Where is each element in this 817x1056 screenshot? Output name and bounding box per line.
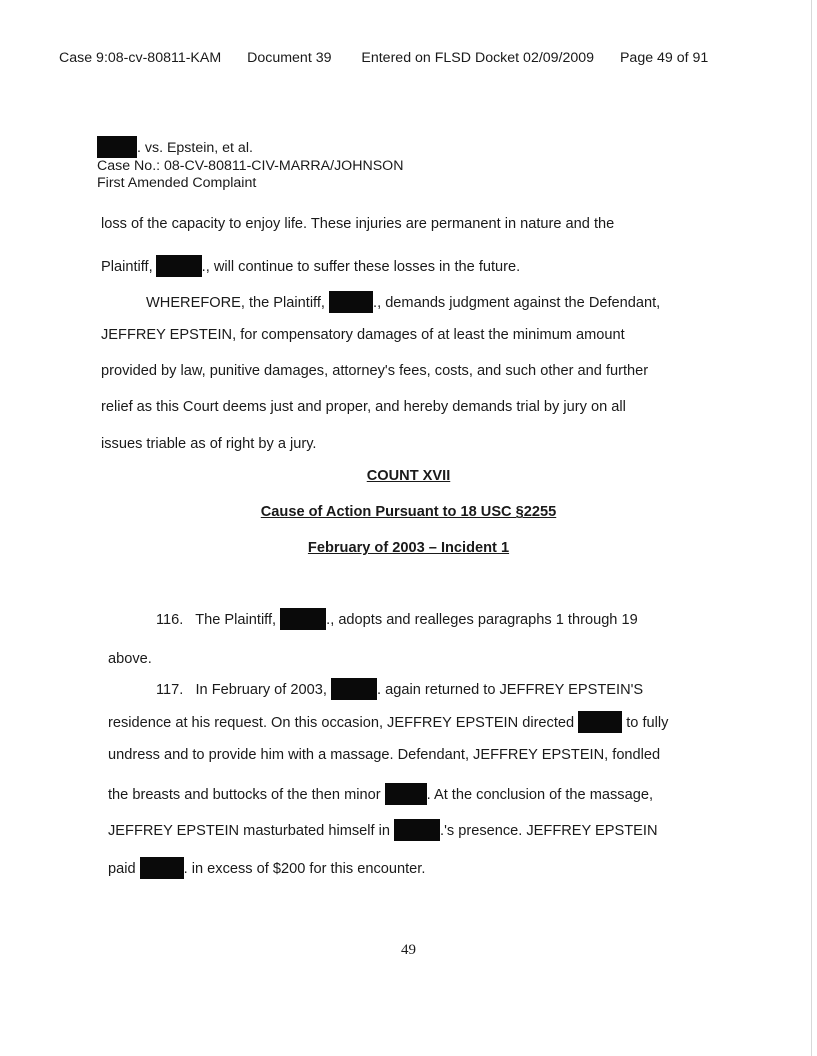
para-116-line-1: 116. The Plaintiff, ., adopts and realleges paragraphs 1 through 19 xyxy=(156,608,638,630)
body-line-1: loss of the capacity to enjoy life. These injuries are permanent in nature and the xyxy=(101,216,615,232)
redaction-box xyxy=(97,136,137,158)
caption-style: . vs. Epstein, et al. xyxy=(137,140,253,156)
page-number: 49 xyxy=(401,942,416,958)
body-line-4: JEFFREY EPSTEIN, for compensatory damages of at least the minimum amount xyxy=(101,327,625,343)
para-116-number: 116. xyxy=(156,612,184,628)
para-117-number: 117. xyxy=(156,682,184,698)
para-117-line-6: paid . in excess of $200 for this encounter. xyxy=(108,857,425,879)
header-case: Case 9:08-cv-80811-KAM xyxy=(59,50,222,66)
para-117-line-1: 117. In February of 2003, . again returned to JEFFREY EPSTEIN'S xyxy=(156,678,643,700)
caption-case-no: Case No.: 08-CV-80811-CIV-MARRA/JOHNSON xyxy=(97,158,404,174)
para-117-line-5: JEFFREY EPSTEIN masturbated himself in .'s presence. JEFFREY EPSTEIN xyxy=(108,819,658,841)
case-caption xyxy=(97,136,403,192)
heading-count: COUNT XVII xyxy=(366,468,451,484)
redaction-box xyxy=(140,857,184,879)
para-117-line-2: residence at his request. On this occasion, JEFFREY EPSTEIN directed to fully xyxy=(108,711,668,733)
body-line-6: relief as this Court deems just and proper, and hereby demands trial by jury on all xyxy=(101,399,626,415)
para-117-line-3: undress and to provide him with a massage. Defendant, JEFFREY EPSTEIN, fondled xyxy=(108,747,661,763)
redaction-box xyxy=(394,819,440,841)
body-line-3: WHEREFORE, the Plaintiff, ., demands judgment against the Defendant, xyxy=(146,291,660,313)
redaction-box xyxy=(156,255,202,277)
header-document: Document 39 xyxy=(247,50,332,66)
caption-title: First Amended Complaint xyxy=(97,175,257,191)
body-line-2: Plaintiff, ., will continue to suffer these losses in the future. xyxy=(101,255,520,277)
redaction-box xyxy=(280,608,326,630)
para-116-line-2: above. xyxy=(108,651,152,667)
redaction-box xyxy=(331,678,377,700)
redaction-box xyxy=(329,291,373,313)
heading-cause: Cause of Action Pursuant to 18 USC §2255 xyxy=(260,504,557,520)
header-entered: Entered on FLSD Docket 02/09/2009 xyxy=(361,50,595,66)
redaction-box xyxy=(578,711,622,733)
body-line-7: issues triable as of right by a jury. xyxy=(101,436,317,452)
para-117-line-4: the breasts and buttocks of the then minor . At the conclusion of the massage, xyxy=(108,783,653,805)
heading-date: February of 2003 – Incident 1 xyxy=(307,540,510,556)
body-line-5: provided by law, punitive damages, attorney's fees, costs, and such other and further xyxy=(101,363,649,379)
scan-edge-line xyxy=(811,0,812,1056)
header-page: Page 49 of 91 xyxy=(619,50,709,66)
docket-header xyxy=(59,50,759,66)
redaction-box xyxy=(385,783,427,805)
